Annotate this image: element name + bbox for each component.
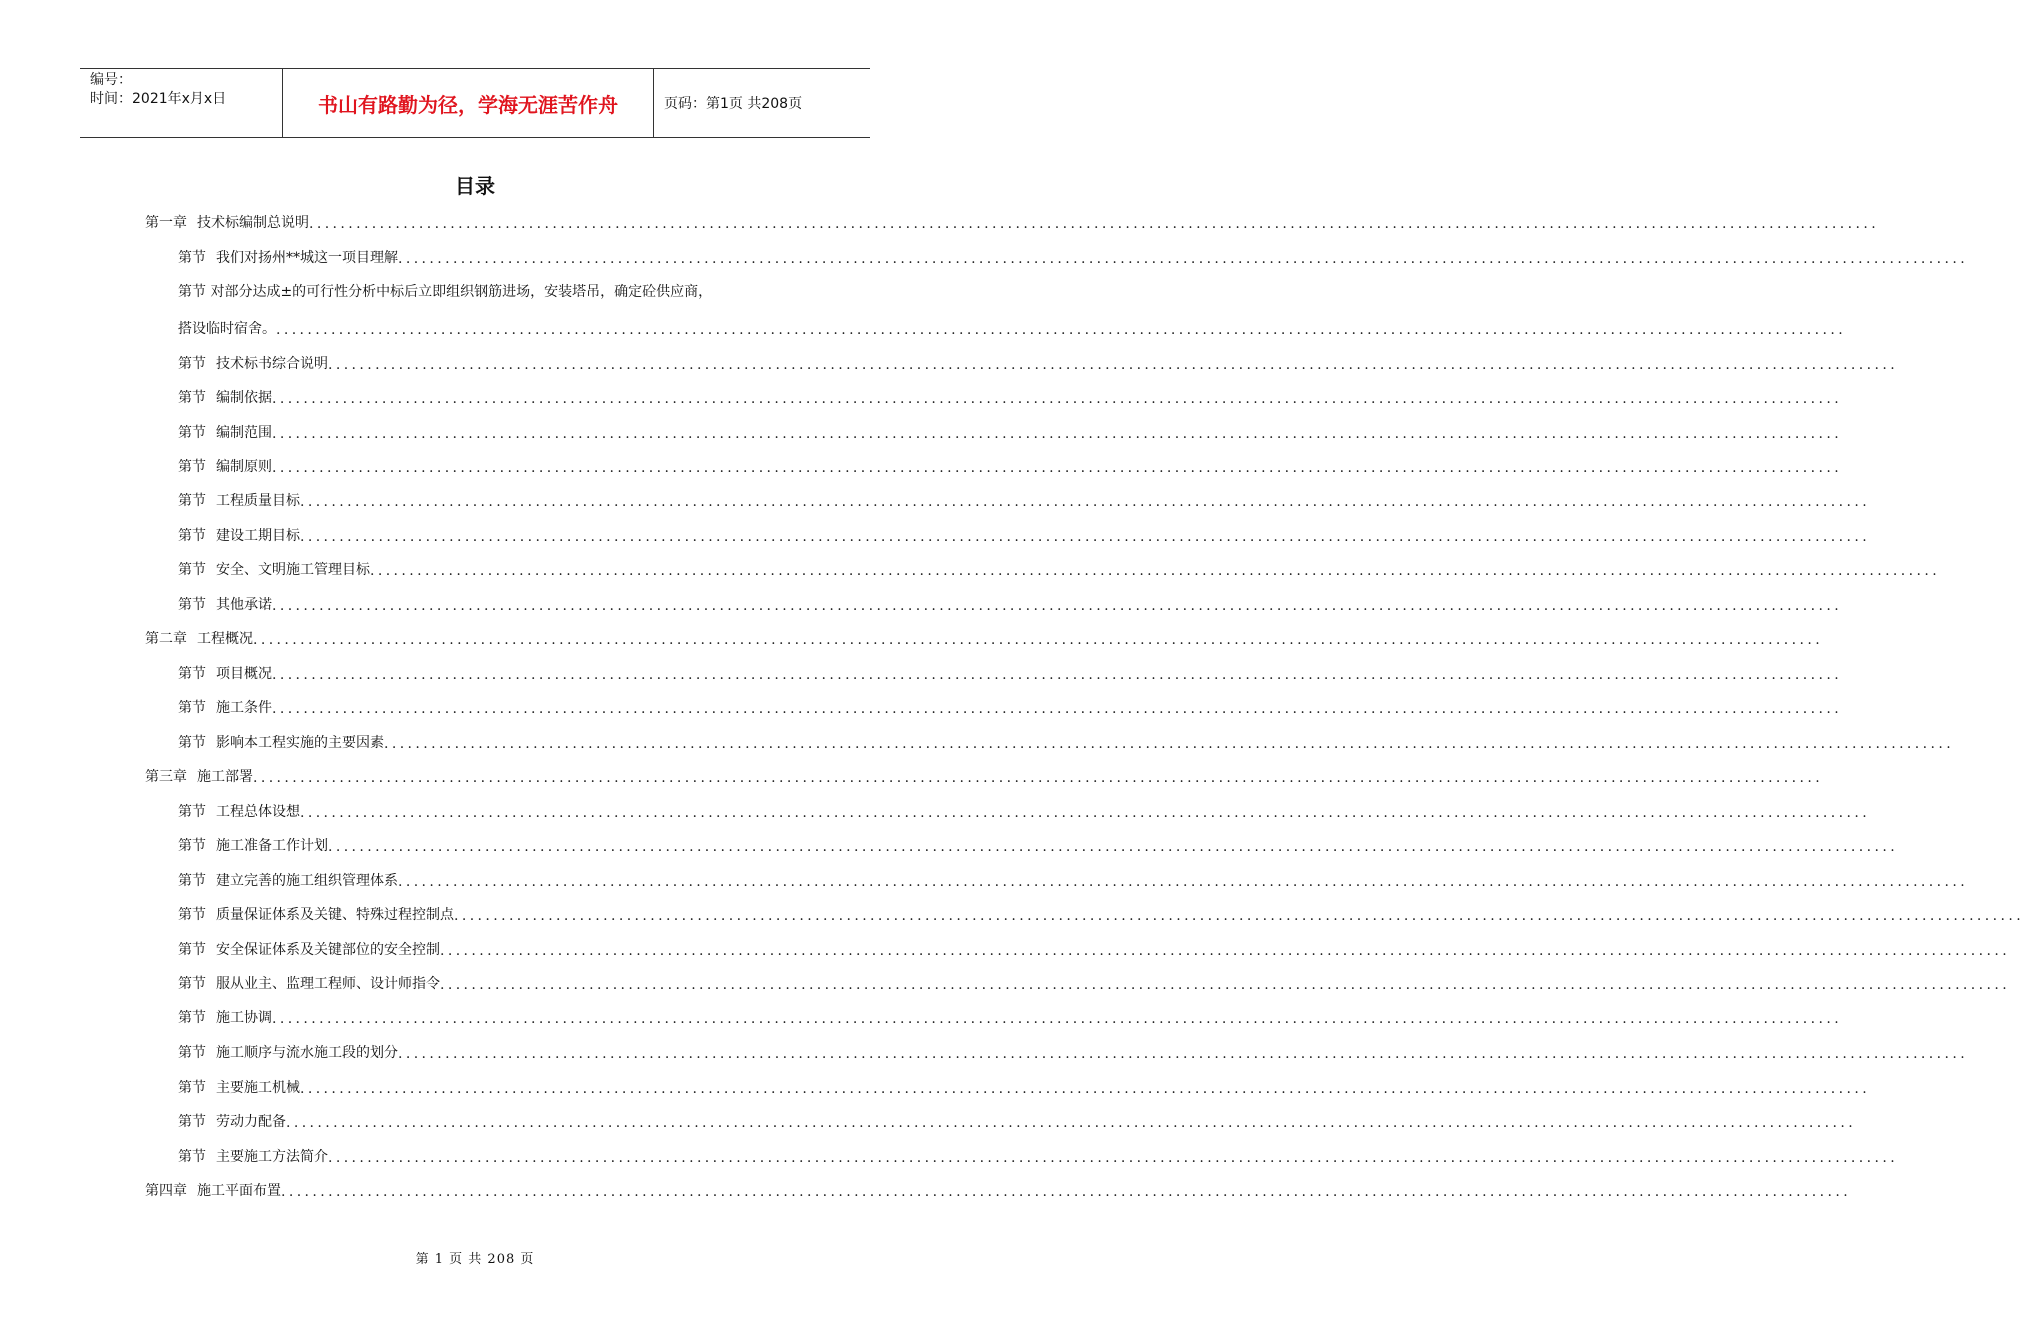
toc-chapter[interactable] (145, 1178, 1852, 1200)
toc-label: 劳动力配备 (216, 1114, 286, 1130)
toc-title: 目录 (455, 174, 495, 198)
toc-label: 主要施工机械 (216, 1080, 300, 1096)
toc-section[interactable] (178, 592, 1843, 614)
toc-label: 工程质量目标 (216, 493, 300, 509)
toc-label: 其他承诺 (216, 597, 272, 613)
toc-section[interactable] (178, 1109, 1857, 1131)
toc-number: 第节 (178, 666, 206, 682)
toc-number: 第节 (178, 597, 206, 613)
dot-leader: ........................................................................................................................................................................................................ (272, 701, 1843, 717)
dot-leader: ........................................................................................................................................................................................................ (272, 391, 1843, 407)
toc-label: 安全保证体系及关键部位的安全控制 (216, 942, 440, 958)
dot-leader: ........................................................................................................................................................................................................ (328, 839, 1899, 855)
dot-leader: ........................................................................................................................................................................................................ (398, 874, 1969, 890)
dot-leader: ........................................................................................................................................................................................................ (281, 1184, 1852, 1200)
dot-leader: ........................................................................................................................................................................................................ (272, 1011, 1843, 1027)
dot-leader: ........................................................................................................................................................................................................ (272, 426, 1843, 442)
toc-section[interactable] (178, 454, 1843, 476)
toc-section[interactable] (178, 385, 1843, 407)
toc-label: 建立完善的施工组织管理体系 (216, 873, 398, 889)
toc-number: 第节 (178, 942, 206, 958)
toc-section-wrapped[interactable]: 第节 对部分达成±的可行性分析中标后立即组织钢筋进场，安装塔吊，确定砼供应商， (178, 284, 713, 300)
header-motto: 书山有路勤为径，学海无涯苦作舟 (282, 69, 654, 137)
header-page-info: 页码：第1页 共208页 (664, 96, 803, 112)
document-date: 时间：2021年x月x日 (90, 91, 227, 107)
toc-number: 第节 (178, 1114, 206, 1130)
dot-leader: ........................................................................................................................................................................................................ (253, 770, 1824, 786)
toc-label: 影响本工程实施的主要因素 (216, 735, 384, 751)
toc-number: 第节 (178, 1149, 206, 1165)
toc-label: 技术标书综合说明 (216, 356, 328, 372)
toc-label: 搭设临时宿舍。 (178, 321, 276, 337)
dot-leader: ........................................................................................................................................................................................................ (370, 563, 1941, 579)
toc-label: 施工条件 (216, 700, 272, 716)
dot-leader: ........................................................................................................................................................................................................ (300, 529, 1871, 545)
toc-number: 第节 (178, 700, 206, 716)
toc-section[interactable] (178, 833, 1899, 855)
dot-leader: ........................................................................................................................................................................................................ (440, 977, 2011, 993)
toc-number: 第节 (178, 250, 206, 266)
toc-section[interactable] (178, 971, 2011, 993)
toc-section[interactable] (178, 420, 1843, 442)
toc-label: 施工顺序与流水施工段的划分 (216, 1045, 398, 1061)
toc-label: 编制原则 (216, 459, 272, 475)
dot-leader: ........................................................................................................................................................................................................ (272, 460, 1843, 476)
toc-section[interactable] (178, 868, 1969, 890)
toc-label: 我们对扬州**城这一项目理解 (216, 250, 398, 266)
dot-leader: ........................................................................................................................................................................................................ (276, 322, 1847, 338)
toc-number: 第节 (178, 1045, 206, 1061)
toc-number: 第节 (178, 1080, 206, 1096)
toc-number: 第节 (178, 528, 206, 544)
toc-section[interactable] (178, 1005, 1843, 1027)
header-meta (80, 69, 282, 137)
dot-leader: ........................................................................................................................................................................................................ (309, 216, 1880, 232)
toc-number: 第节 (178, 838, 206, 854)
toc-number: 第节 (178, 907, 206, 923)
toc-number: 第节 (178, 356, 206, 372)
dot-leader: ........................................................................................................................................................................................................ (253, 632, 1824, 648)
toc-label: 施工平面布置 (197, 1183, 281, 1199)
dot-leader: ........................................................................................................................................................................................................ (328, 357, 1899, 373)
toc-section[interactable] (178, 695, 1843, 717)
dot-leader: ........................................................................................................................................................................................................ (454, 908, 2024, 924)
toc-chapter[interactable] (145, 764, 1824, 786)
dot-leader: ........................................................................................................................................................................................................ (300, 1081, 1871, 1097)
toc-number: 第节 (178, 425, 206, 441)
toc-section[interactable] (178, 557, 1941, 579)
toc-section[interactable] (178, 1075, 1871, 1097)
dot-leader: ........................................................................................................................................................................................................ (398, 1046, 1969, 1062)
toc-section[interactable] (178, 902, 2024, 924)
toc-number: 第节 (178, 390, 206, 406)
toc-number: 第节 (178, 493, 206, 509)
dot-leader: ........................................................................................................................................................................................................ (300, 494, 1871, 510)
toc-number: 第节 (178, 804, 206, 820)
toc-section[interactable] (178, 523, 1871, 545)
toc-number: 第节 (178, 1010, 206, 1026)
toc-section[interactable] (178, 1040, 1969, 1062)
toc-chapter[interactable] (145, 210, 1880, 232)
toc-number: 第节 (178, 976, 206, 992)
toc-label: 施工部署 (197, 769, 253, 785)
toc-label: 编制范围 (216, 425, 272, 441)
dot-leader: ........................................................................................................................................................................................................ (398, 251, 1969, 267)
toc-section[interactable] (178, 937, 2011, 959)
toc-number: 第四章 (145, 1183, 187, 1199)
toc-label: 项目概况 (216, 666, 272, 682)
toc-label: 工程概况 (197, 631, 253, 647)
dot-leader: ........................................................................................................................................................................................................ (440, 943, 2011, 959)
toc-section-continuation[interactable] (178, 316, 1847, 338)
toc-section[interactable] (178, 351, 1899, 373)
document-number-label: 编号： (90, 72, 132, 88)
toc-label: 主要施工方法简介 (216, 1149, 328, 1165)
toc-section[interactable] (178, 1144, 1899, 1166)
toc-label: 技术标编制总说明 (197, 215, 309, 231)
toc-section[interactable] (178, 488, 1871, 510)
toc-label: 工程总体设想 (216, 804, 300, 820)
toc-number: 第节 (178, 873, 206, 889)
toc-section[interactable] (178, 245, 1969, 267)
toc-number: 第二章 (145, 631, 187, 647)
toc-label: 安全、文明施工管理目标 (216, 562, 370, 578)
toc-label: 质量保证体系及关键、特殊过程控制点 (216, 907, 454, 923)
toc-label: 编制依据 (216, 390, 272, 406)
toc-label: 建设工期目标 (216, 528, 300, 544)
toc-number: 第一章 (145, 215, 187, 231)
toc-section[interactable] (178, 799, 1871, 821)
toc-number: 第节 (178, 562, 206, 578)
dot-leader: ........................................................................................................................................................................................................ (300, 805, 1871, 821)
dot-leader: ........................................................................................................................................................................................................ (272, 667, 1843, 683)
page-footer: 第 1 页 共 208 页 (415, 1252, 535, 1267)
toc-label: 服从业主、监理工程师、设计师指令 (216, 976, 440, 992)
dot-leader: ........................................................................................................................................................................................................ (328, 1150, 1899, 1166)
toc-label: 施工准备工作计划 (216, 838, 328, 854)
dot-leader: ........................................................................................................................................................................................................ (286, 1115, 1857, 1131)
dot-leader: ........................................................................................................................................................................................................ (272, 598, 1843, 614)
toc-number: 第三章 (145, 769, 187, 785)
toc-number: 第节 (178, 459, 206, 475)
toc-section[interactable] (178, 661, 1843, 683)
toc-chapter[interactable] (145, 626, 1824, 648)
toc-number: 第节 (178, 735, 206, 751)
toc-label: 施工协调 (216, 1010, 272, 1026)
toc-section[interactable] (178, 730, 1955, 752)
dot-leader: ........................................................................................................................................................................................................ (384, 736, 1955, 752)
page-header (80, 68, 870, 138)
